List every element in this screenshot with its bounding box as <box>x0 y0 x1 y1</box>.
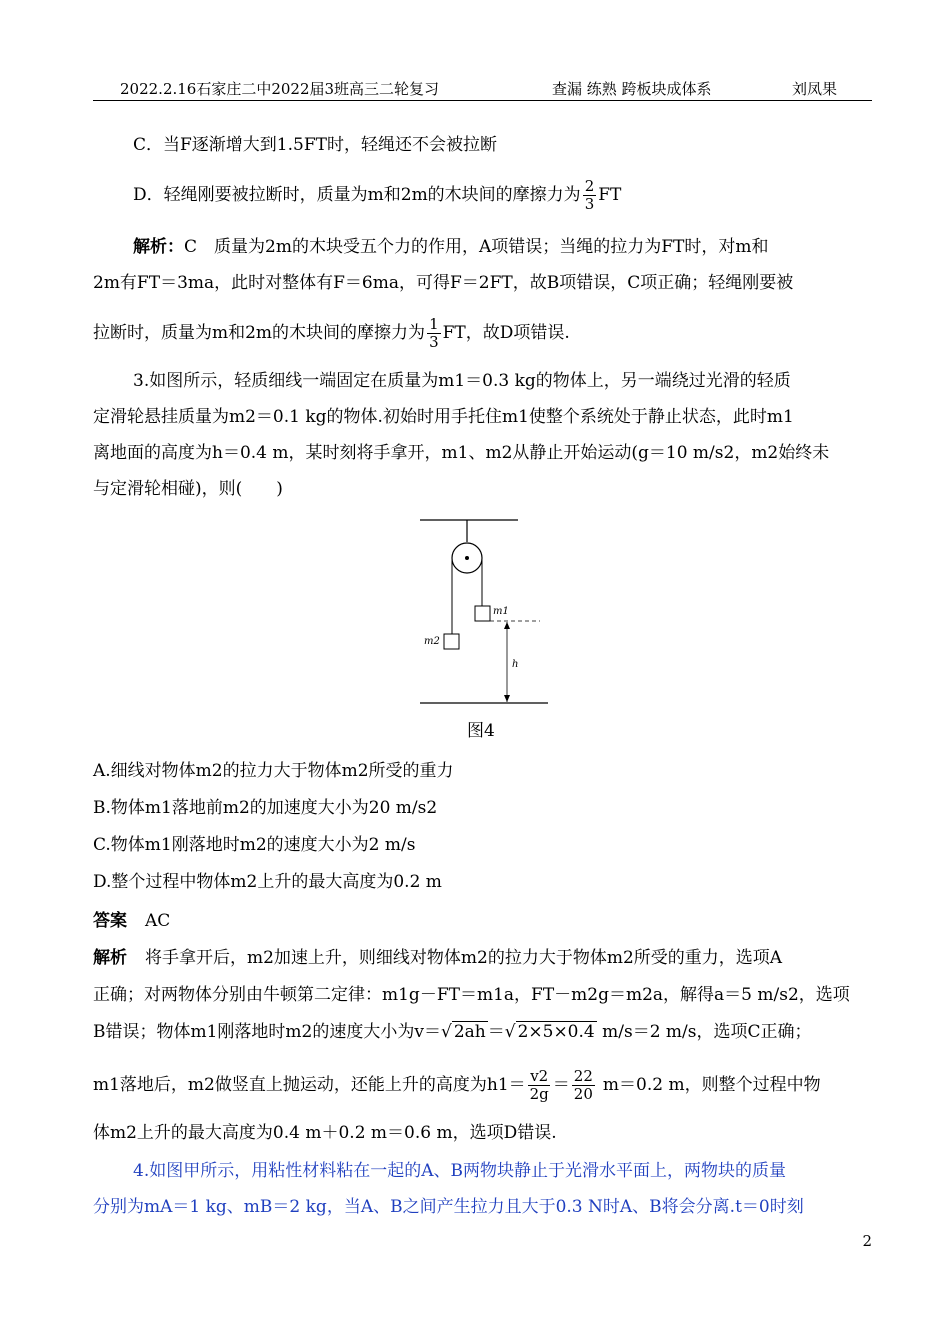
frac-denominator: 3 <box>429 333 439 351</box>
q2-option-d-suffix: FT <box>598 185 622 205</box>
q2-analysis-text3: 拉断时，质量为m和2m的木块间的摩擦力为 <box>93 323 426 343</box>
fraction-v2-2g <box>528 1068 551 1103</box>
q3-answer <box>93 908 170 934</box>
q2-analysis-fraction <box>427 316 441 351</box>
q2-analysis-text1: C 质量为2m的木块受五个力的作用，A项错误；当绳的拉力为FT时，对m和 <box>184 237 769 257</box>
frac-denominator: 2g <box>529 1085 549 1103</box>
q3-option-b: B.物体m1落地前m2的加速度大小为20 m/s2 <box>93 798 438 818</box>
q3-stem-line1: 3.如图所示，轻质细线一端固定在质量为m1＝0.3 kg的物体上，另一端绕过光滑的轻质 <box>133 371 791 391</box>
q3-stem-line2: 定滑轮悬挂质量为m2＝0.1 kg的物体.初始时用手托住m1使整个系统处于静止状态，此时m1 <box>93 407 794 427</box>
q3-option-c: C.物体m1刚落地时m2的速度大小为2 m/s <box>93 835 416 855</box>
q3-analysis-line2: 正确；对两物体分别由牛顿第二定律：m1g－FT＝m1a，FT－m2g＝m2a，解得a＝5 m/s2，选项 <box>93 985 850 1005</box>
answer-label: 答案 <box>93 911 127 931</box>
frac-numerator: 1 <box>429 315 439 333</box>
pulley-axle <box>465 556 469 560</box>
header-rule <box>93 100 872 101</box>
answer-value: AC <box>145 911 171 931</box>
header-left: 2022.2.16石家庄二中2022届3班高三二轮复习 <box>120 80 440 98</box>
page-number: 2 <box>862 1232 872 1250</box>
sqrt-numbers: 2×5×0.4 <box>517 1022 595 1042</box>
q3-option-a: A.细线对物体m2的拉力大于物体m2所受的重力 <box>93 761 454 781</box>
q2-analysis-text3-end: FT，故D项错误. <box>442 323 570 343</box>
frac-numerator: 22 <box>573 1067 593 1085</box>
analysis-label: 解析 <box>93 948 127 968</box>
q2-option-d-text: D．轻绳刚要被拉断时，质量为m和2m的木块间的摩擦力为 <box>133 185 581 205</box>
q4-line2: 分别为mA＝1 kg、mB＝2 kg，当A、B之间产生拉力且大于0.3 N时A、B将会分离.t＝0时刻 <box>93 1197 804 1217</box>
label-m2: m2 <box>424 636 440 647</box>
q2-option-d-fraction <box>583 178 597 213</box>
pulley-figure <box>410 510 555 710</box>
q2-option-c: C．当F逐渐增大到1.5FT时，轻绳还不会被拉断 <box>133 135 497 155</box>
frac-numerator: 2 <box>584 177 595 195</box>
q2-option-d <box>133 178 621 213</box>
frac-denominator: 3 <box>584 195 595 213</box>
q2-analysis-line2: 2m有FT＝3ma，此时对整体有F＝6ma，可得F＝2FT，故B项错误，C项正确；轻绳刚要被 <box>93 273 794 293</box>
q3-analysis-line1 <box>93 945 782 971</box>
q3-option-d: D.整个过程中物体m2上升的最大高度为0.2 m <box>93 872 442 892</box>
q3-analysis-line3: B错误；物体m1刚落地时m2的速度大小为v＝√ 2ah ＝√ 2×5×0.4 m/s＝2 m/s，选项C正确； <box>93 1022 812 1042</box>
q4-line1: 4.如图甲所示，用粘性材料粘在一起的A、B两物块静止于光滑水平面上，两物块的质量 <box>133 1161 786 1181</box>
block-m1 <box>475 606 490 621</box>
sqrt-2ah: 2ah <box>453 1022 486 1042</box>
q3-stem-line3: 离地面的高度为h＝0.4 m，某时刻将手拿开，m1、m2从静止开始运动(g＝10 m/s2，m2始终未 <box>93 443 830 463</box>
q3-stem-line4: 与定滑轮相碰)，则( ) <box>93 479 283 499</box>
analysis-text3: B错误；物体m1刚落地时m2的速度大小为v＝ <box>93 1022 441 1042</box>
header-middle: 查漏 练熟 跨板块成体系 <box>552 80 712 98</box>
frac-denominator: 20 <box>573 1085 593 1103</box>
label-h: h <box>512 659 519 670</box>
arrow-head-top <box>504 622 510 629</box>
q2-analysis-line1 <box>133 234 768 260</box>
q2-analysis-label: 解析： <box>133 237 184 257</box>
analysis-text3-end: m/s＝2 m/s，选项C正确； <box>596 1022 812 1042</box>
q3-analysis-line5: 体m2上升的最大高度为0.4 m＋0.2 m＝0.6 m，选项D错误. <box>93 1123 557 1143</box>
block-m2 <box>444 634 459 649</box>
frac-numerator: v2 <box>530 1067 549 1085</box>
header-right: 刘凤果 <box>792 80 838 98</box>
equals: ＝ <box>487 1022 505 1042</box>
fraction-22-20 <box>572 1068 595 1103</box>
analysis-text4-end: m＝0.2 m，则整个过程中物 <box>602 1075 821 1095</box>
analysis-text1: 将手拿开后，m2加速上升，则细线对物体m2的拉力大于物体m2所受的重力，选项A <box>145 948 783 968</box>
figure-caption: 图4 <box>467 721 495 741</box>
analysis-text4: m1落地后，m2做竖直上抛运动，还能上升的高度为h1＝ <box>93 1075 526 1095</box>
q2-analysis-line3 <box>93 316 570 351</box>
arrow-head-bottom <box>504 695 510 702</box>
q3-analysis-line4: m1落地后，m2做竖直上抛运动，还能上升的高度为h1＝ $\frac{v2}{2g}$ ＝ $\frac{22}{20}$ m＝0.2 m，则整个过程中物 <box>93 1067 821 1103</box>
label-m1: m1 <box>493 606 509 617</box>
